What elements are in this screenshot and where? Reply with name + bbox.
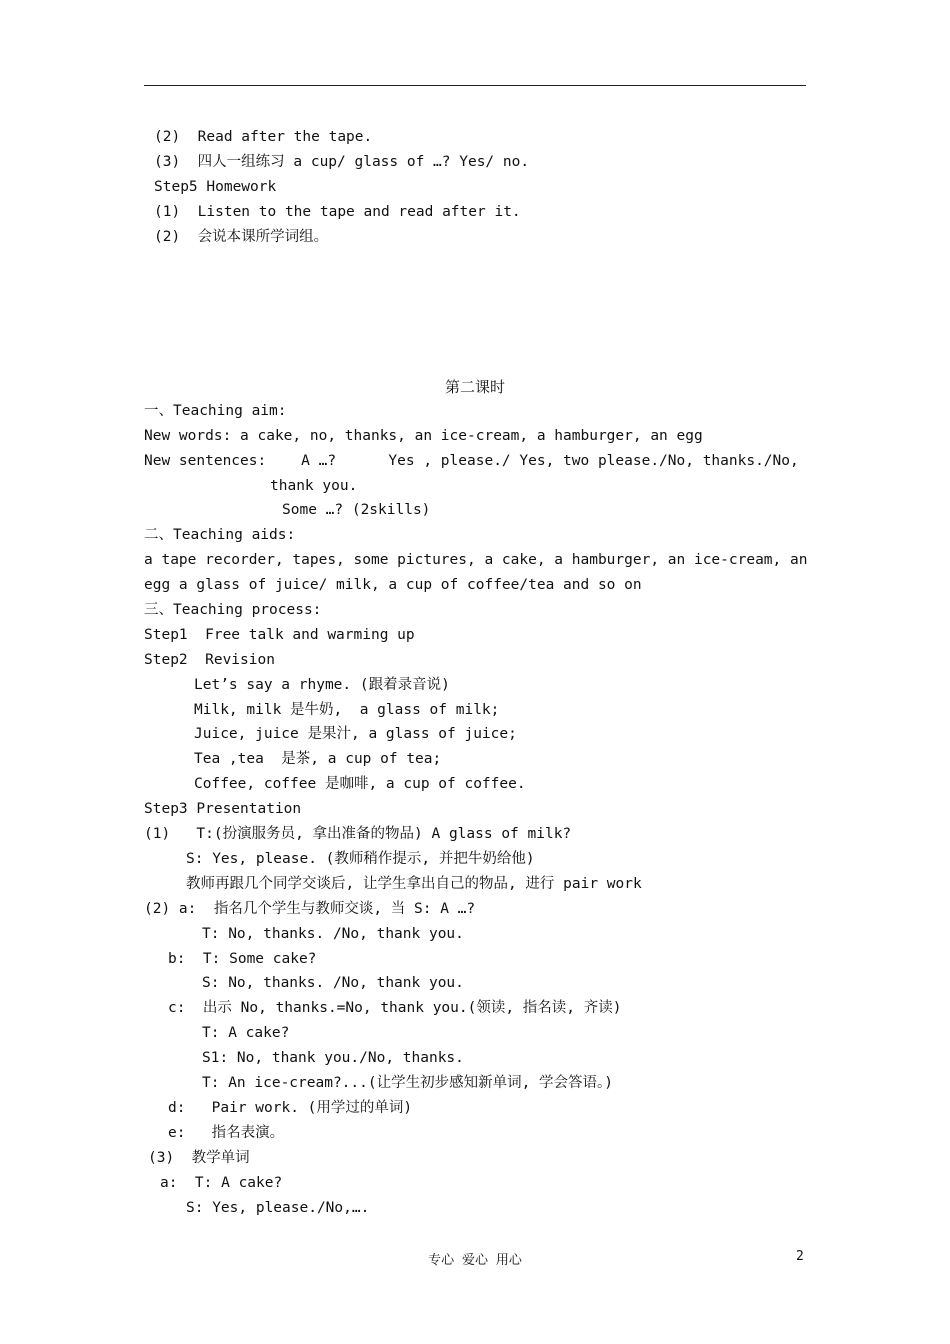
some-skills-line: Some …? (2skills) [282, 502, 431, 518]
presentation-2c-t: T: A cake? [202, 1025, 290, 1041]
presentation-1: (1) T:(扮演服务员, 拿出准备的物品) A glass of milk? [144, 826, 572, 842]
teaching-process-heading: 三、Teaching process: [144, 602, 322, 618]
aids-line-1: a tape recorder, tapes, some pictures, a cake, a hamburger, an ice-cream, an [144, 552, 808, 568]
presentation-2e: e: 指名表演。 [168, 1125, 285, 1141]
presentation-3: (3) 教学单词 [148, 1150, 250, 1166]
teaching-aids-heading: 二、Teaching aids: [144, 527, 296, 543]
rhyme-intro: Let’s say a rhyme. (跟着录音说) [194, 677, 450, 693]
presentation-2c: c: 出示 No, thanks.=No, thank you.(领读, 指名读, 齐读) [168, 1000, 622, 1016]
page-footer: 专心 爱心 用心 [428, 1253, 522, 1268]
presentation-2c-s1: S1: No, thank you./No, thanks. [202, 1050, 464, 1066]
presentation-1-pairwork: 教师再跟几个同学交谈后, 让学生拿出自己的物品, 进行 pair work [186, 876, 642, 892]
line-speak-phrases: (2) 会说本课所学词组。 [154, 229, 329, 245]
aids-line-2: egg a glass of juice/ milk, a cup of coffee/tea and so on [144, 577, 642, 593]
new-words-line: New words: a cake, no, thanks, an ice-cream, a hamburger, an egg [144, 428, 703, 444]
line-listen: (1) Listen to the tape and read after it. [154, 204, 521, 220]
rhyme-juice: Juice, juice 是果汁, a glass of juice; [194, 726, 517, 742]
presentation-2a-reply: T: No, thanks. /No, thank you. [202, 926, 464, 942]
header-rule [144, 85, 806, 86]
presentation-3a-reply: S: Yes, please./No,…. [186, 1200, 370, 1216]
rhyme-tea: Tea ,tea 是茶, a cup of tea; [194, 751, 442, 767]
presentation-2b-reply: S: No, thanks. /No, thank you. [202, 975, 464, 991]
page-number: 2 [796, 1249, 804, 1264]
step3-line: Step3 Presentation [144, 801, 302, 817]
step2-line: Step2 Revision [144, 652, 275, 668]
line-read-after: (2) Read after the tape. [154, 129, 373, 145]
presentation-2c-icecream: T: An ice-cream?...(让学生初步感知新单词, 学会答语。) [202, 1075, 614, 1091]
new-sentences-cont: thank you. [270, 478, 358, 494]
presentation-2d: d: Pair work. (用学过的单词) [168, 1100, 413, 1116]
presentation-2b: b: T: Some cake? [168, 951, 317, 967]
new-sentences-line: New sentences: A …? Yes , please./ Yes, two please./No, thanks./No, [144, 453, 799, 469]
line-step5: Step5 Homework [154, 179, 277, 195]
presentation-1-reply: S: Yes, please. (教师稍作提示, 并把牛奶给他) [186, 851, 535, 867]
rhyme-coffee: Coffee, coffee 是咖啡, a cup of coffee. [194, 776, 526, 792]
section-title: 第二课时 [444, 378, 505, 396]
presentation-2a: (2) a: 指名几个学生与教师交谈, 当 S: A …? [144, 901, 476, 917]
teaching-aim-heading: 一、Teaching aim: [144, 403, 287, 419]
rhyme-milk: Milk, milk 是牛奶, a glass of milk; [194, 702, 500, 718]
step1-line: Step1 Free talk and warming up [144, 627, 415, 643]
line-group-practice: (3) 四人一组练习 a cup/ glass of …? Yes/ no. [154, 154, 530, 170]
presentation-3a: a: T: A cake? [160, 1175, 283, 1191]
